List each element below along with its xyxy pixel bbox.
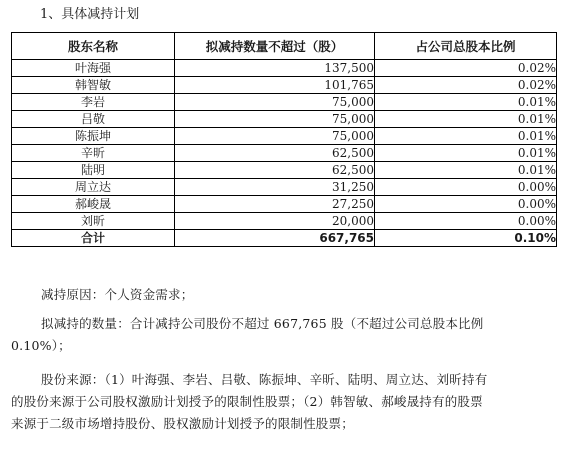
shareholder-name: 韩智敏 xyxy=(12,77,175,94)
reason-paragraph xyxy=(11,284,557,306)
shares-value: 75,000 xyxy=(175,94,375,111)
ratio-value: 0.01% xyxy=(375,128,557,145)
ratio-value: 0.01% xyxy=(375,162,557,179)
table-row xyxy=(12,111,557,128)
header-max-shares: 拟减持数量不超过（股） xyxy=(175,33,375,60)
source-text-line2: 的股份来源于公司股权激励计划授予的限制性股票；（2）韩智敏、郝峻晟持有的股票 xyxy=(11,394,483,409)
table-row xyxy=(12,162,557,179)
shares-value: 62,500 xyxy=(175,162,375,179)
quantity-text-line2: 0.10%）； xyxy=(11,338,71,353)
table-total-row xyxy=(12,230,557,247)
total-label: 合计 xyxy=(12,230,175,247)
shareholder-name: 辛昕 xyxy=(12,145,175,162)
ratio-value: 0.00% xyxy=(375,213,557,230)
ratio-value: 0.01% xyxy=(375,94,557,111)
table-row xyxy=(12,60,557,77)
shareholder-name: 吕敬 xyxy=(12,111,175,128)
table-row xyxy=(12,128,557,145)
source-paragraph xyxy=(11,369,557,435)
table-row xyxy=(12,213,557,230)
shareholder-name: 叶海强 xyxy=(12,60,175,77)
shareholder-name: 陈振坤 xyxy=(12,128,175,145)
ratio-value: 0.02% xyxy=(375,77,557,94)
ratio-value: 0.02% xyxy=(375,60,557,77)
source-text-line3: 来源于二级市场增持股份、股权激励计划授予的限制性股票； xyxy=(11,416,354,431)
source-text-line1: 股份来源：（1）叶海强、李岩、吕敬、陈振坤、辛昕、陆明、周立达、刘昕持有 xyxy=(41,372,488,387)
shareholder-name: 周立达 xyxy=(12,179,175,196)
shares-value: 62,500 xyxy=(175,145,375,162)
shareholder-name: 刘昕 xyxy=(12,213,175,230)
ratio-value: 0.01% xyxy=(375,145,557,162)
total-ratio: 0.10% xyxy=(375,230,557,247)
header-ratio: 占公司总股本比例 xyxy=(375,33,557,60)
shares-value: 137,500 xyxy=(175,60,375,77)
shareholder-name: 陆明 xyxy=(12,162,175,179)
table-header-row xyxy=(12,33,557,60)
shares-value: 27,250 xyxy=(175,196,375,213)
ratio-value: 0.01% xyxy=(375,111,557,128)
section-heading: 1、具体减持计划 xyxy=(40,7,140,22)
total-shares: 667,765 xyxy=(175,230,375,247)
ratio-value: 0.00% xyxy=(375,196,557,213)
table-row xyxy=(12,145,557,162)
shareholder-name: 李岩 xyxy=(12,94,175,111)
table-row xyxy=(12,77,557,94)
shares-value: 75,000 xyxy=(175,111,375,128)
quantity-text-line1: 拟减持的数量：合计减持公司股份不超过 667,765 股（不超过公司总股本比例 xyxy=(41,316,484,331)
table-row xyxy=(12,94,557,111)
quantity-paragraph xyxy=(11,313,557,357)
header-shareholder-name: 股东名称 xyxy=(12,33,175,60)
table-row xyxy=(12,179,557,196)
reason-text: 减持原因：个人资金需求； xyxy=(41,287,194,302)
table-row xyxy=(12,196,557,213)
shares-value: 20,000 xyxy=(175,213,375,230)
shareholder-name: 郝峻晟 xyxy=(12,196,175,213)
ratio-value: 0.00% xyxy=(375,179,557,196)
shares-value: 75,000 xyxy=(175,128,375,145)
shares-value: 101,765 xyxy=(175,77,375,94)
reduction-plan-table xyxy=(11,32,557,247)
shares-value: 31,250 xyxy=(175,179,375,196)
